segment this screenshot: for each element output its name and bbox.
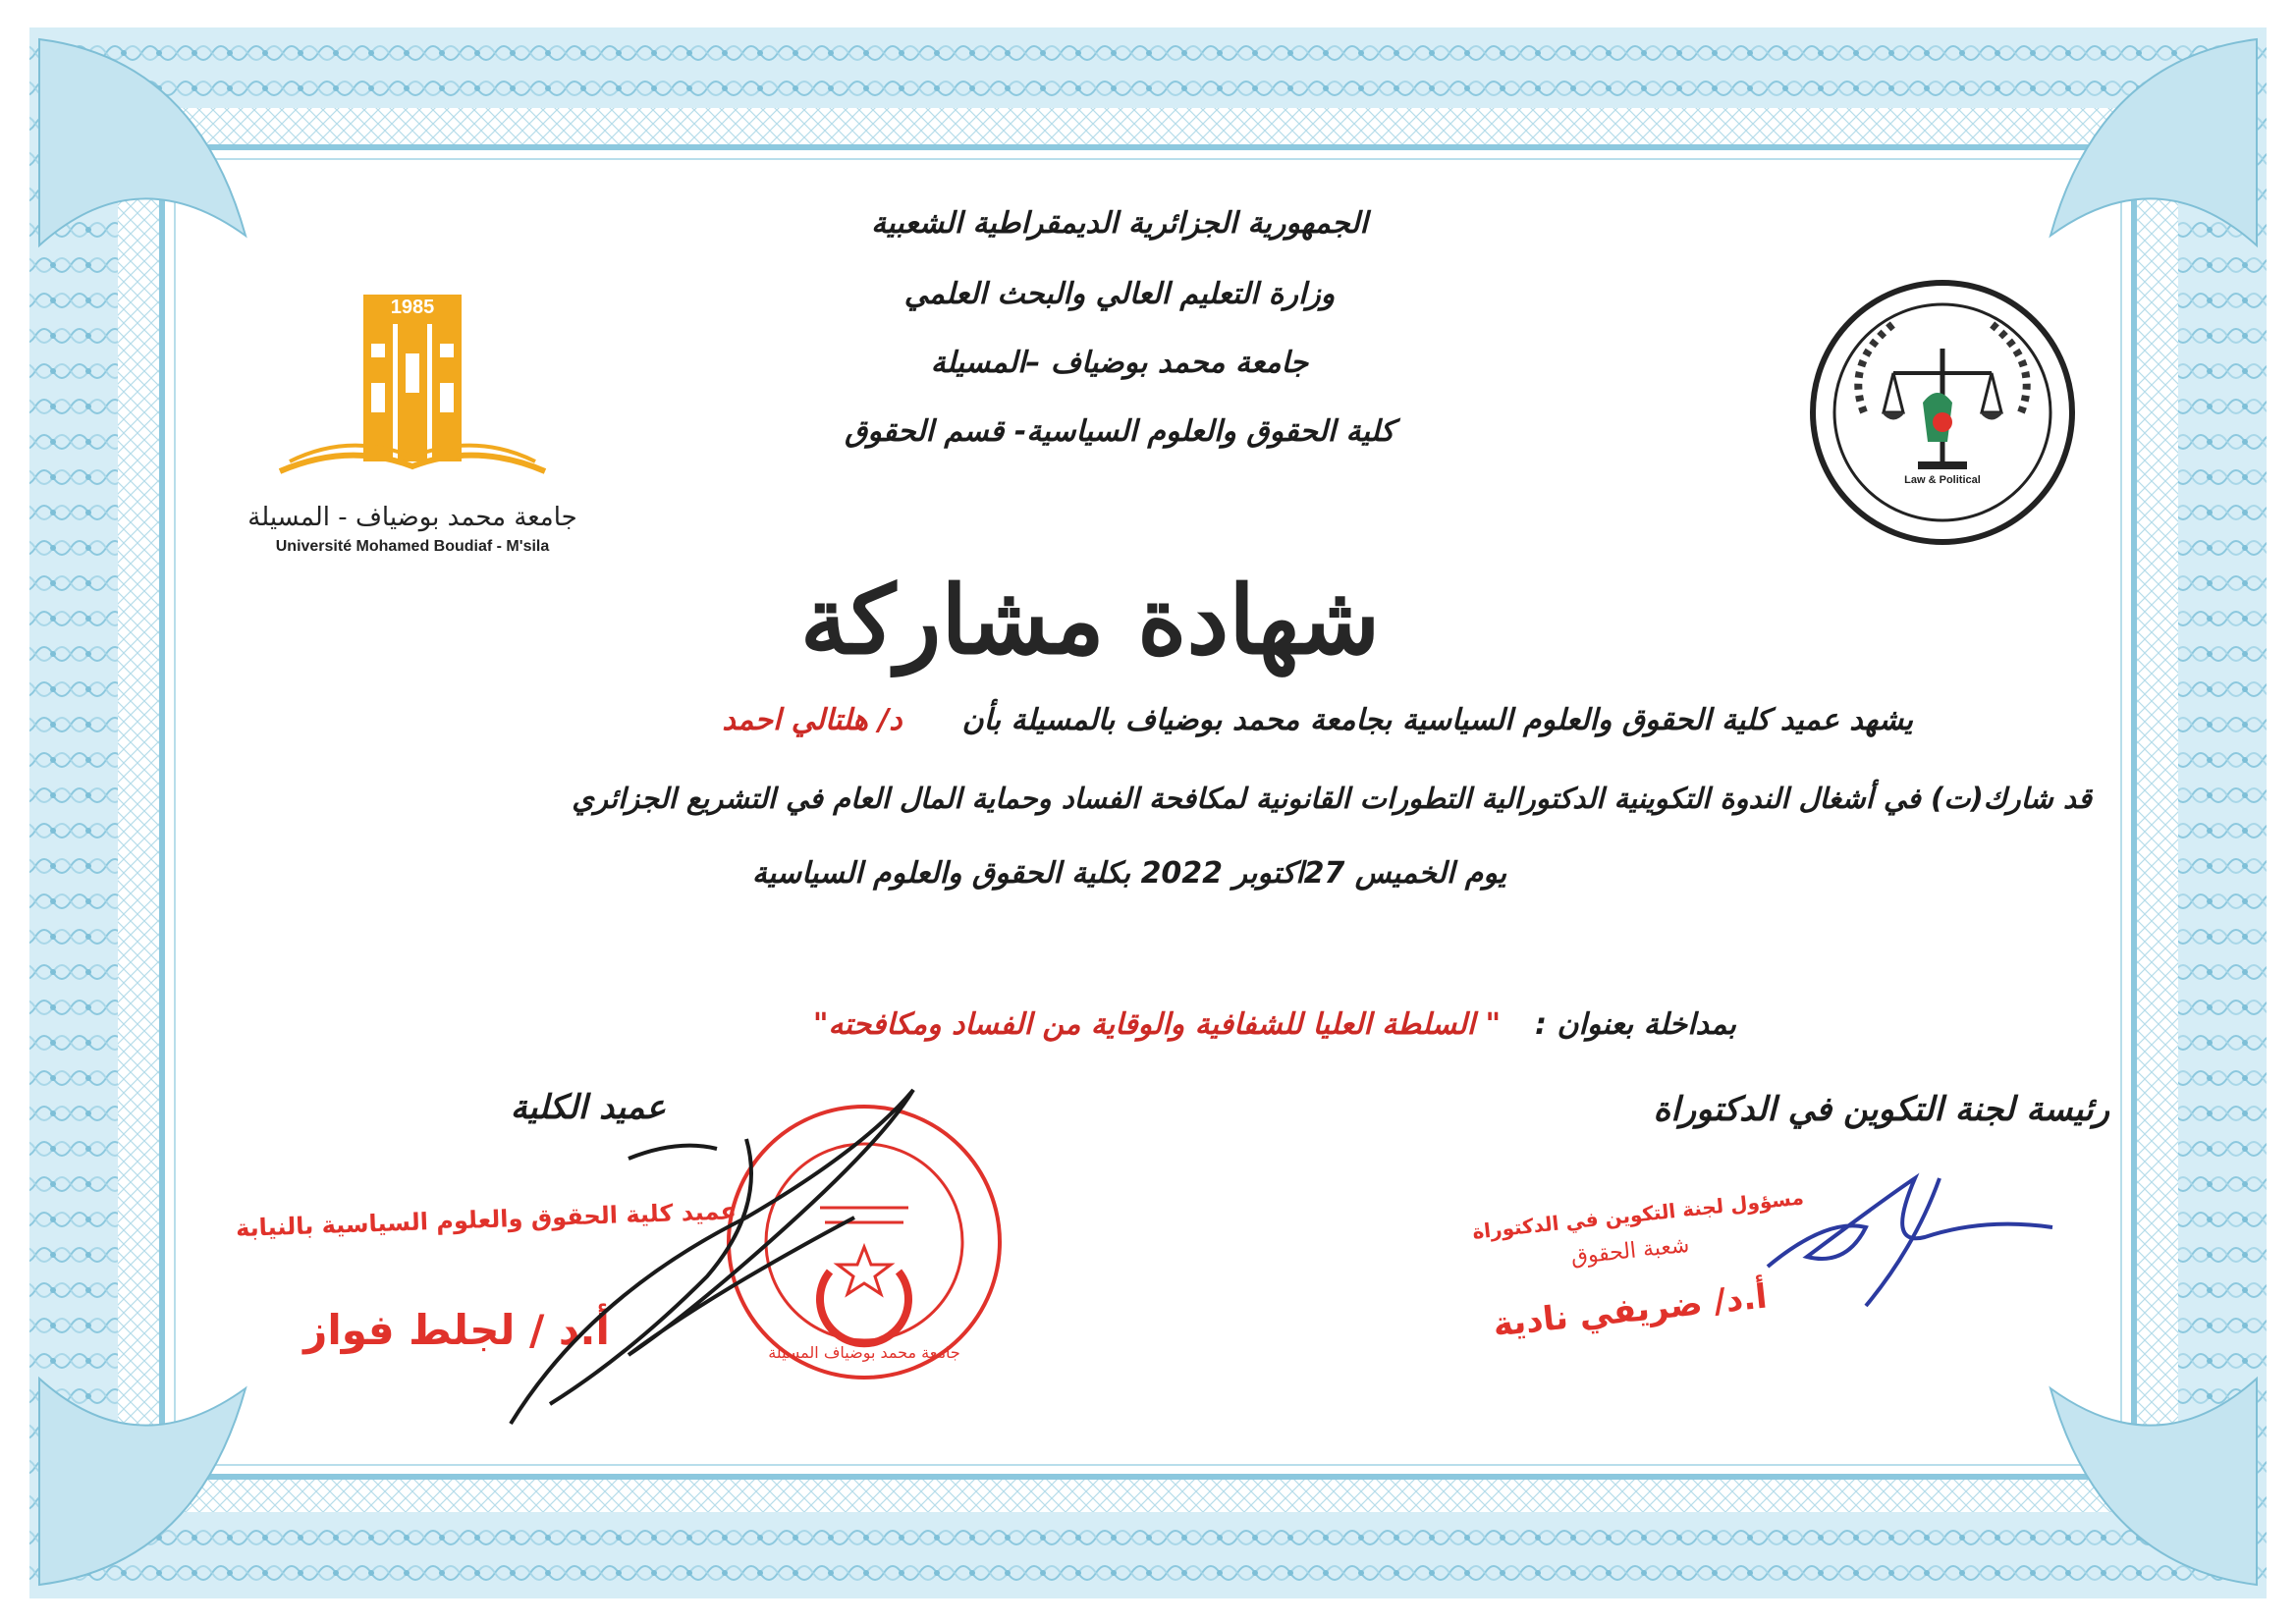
right-stamp-line2: شعبة الحقوق [1569,1232,1691,1271]
seal-text: جامعة محمد بوضياف المسيلة [768,1343,960,1362]
certificate-line3: يوم الخميس 27اكتوبر 2022 بكلية الحقوق والعلوم السياسية [751,856,1507,891]
ministry-name: وزارة التعليم العالي والبحث العلمي [903,277,1336,311]
participant-name: د/ هلتالي احمد [722,703,902,737]
left-stamp-line1: عميد كلية الحقوق والعلوم السياسية بالنيابة [235,1197,738,1243]
logo-year: 1985 [390,297,435,318]
talk-title: " السلطة العليا للشفافية والوقاية من الفساد ومكافحته" [812,1007,1502,1042]
logo-name-fr: Université Mohamed Boudiaf - M'sila [275,538,550,555]
left-stamp-line2: أ.د / لجلط فواز [303,1306,610,1354]
line1-prefix: يشهد عميد كلية الحقوق والعلوم السياسية بجامعة محمد بوضياف بالمسيلة بأن [961,703,1913,737]
university-logo [231,285,594,569]
right-stamp-line3: أ.د/ ضريفي نادية [1491,1276,1770,1345]
university-name: جامعة محمد بوضياف –المسيلة [930,346,1309,380]
right-stamp-line1: مسؤول لجنة التكوين في الدكتوراة [1471,1185,1805,1244]
left-signatory-title: عميد الكلية [510,1088,666,1127]
faculty-emblem [1805,275,2080,550]
seal-icon [722,1100,1007,1384]
scales-of-justice-icon [1805,275,2080,550]
country-name: الجمهورية الجزائرية الديمقراطية الشعبية [871,206,1368,241]
logo-name-ar: جامعة محمد بوضياف - المسيلة [247,503,577,532]
faculty-name: كلية الحقوق والعلوم السياسية- قسم الحقوق [845,414,1394,449]
official-round-seal [722,1100,1007,1384]
emblem-label: Law & Political [1904,474,1981,486]
certificate-title: شهادة مشاركة [799,565,1381,676]
right-signatory-title: رئيسة لجنة التكوين في الدكتوراة [1653,1090,2109,1129]
certificate-line2: قد شارك(ت) في أشغال الندوة التكوينية الدكتورالية التطورات القانونية لمكافحة الفساد وحماية المال العام في التشريع الجزائري [572,782,2092,815]
certificate-line1 [722,703,1913,737]
talk-label: بمداخلة بعنوان : [1535,1007,1736,1042]
talk-line [813,1007,1736,1042]
